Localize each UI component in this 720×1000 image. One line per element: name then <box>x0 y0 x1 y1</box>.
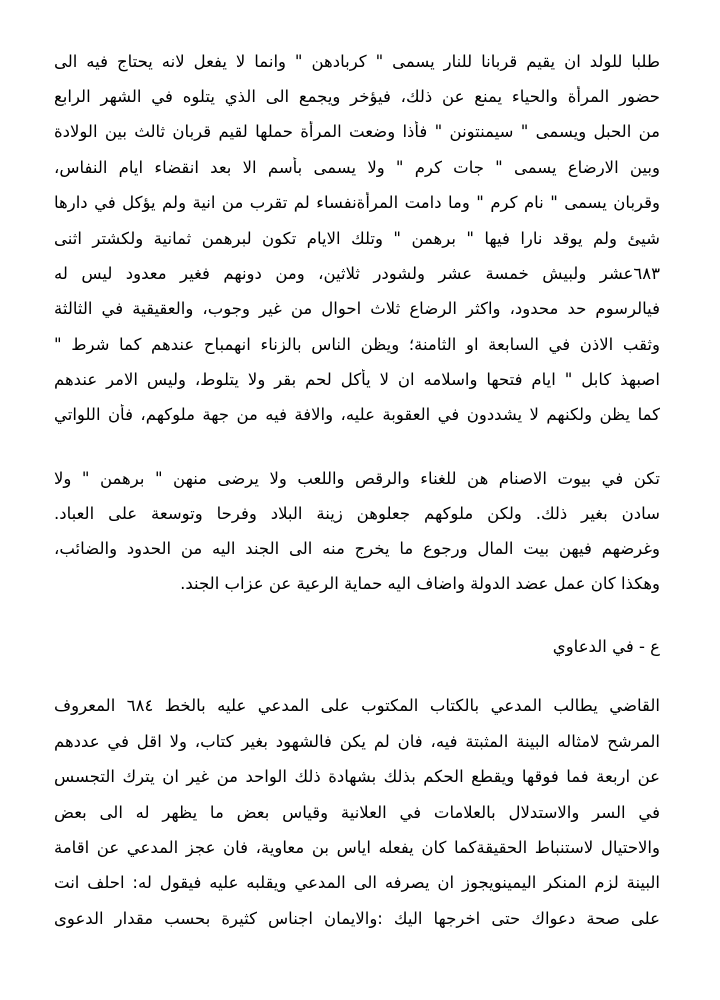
text-line: عن اربعة فما فوقها ويقطع الحكم بذلك بشهادة ذلك الواحد من غير ان يترك التجسس <box>54 767 660 786</box>
text-line: من الحبل ويسمى " سيمنتونن " فأذا وضعت المرأة حملها لقيم قربان ثالث بين الولادة <box>54 122 660 141</box>
text-line: وثقب الاذن في السابعة او الثامنة؛ ويظن الناس بالزناء انهمباح عندهم كما شرط " <box>54 335 660 354</box>
text-line: وغرضهم فيهن بيت المال ورجوع ما يخرج منه الى الجند اليه من الحدود والضائب، <box>54 539 660 558</box>
text-line: وبين الارضاع يسمى " جات كرم " ولا يسمى بأسم الا بعد انقضاء ايام النفاس، <box>54 158 660 177</box>
text-line: في السر والاستدلال بالعلامات في العلانية وقياس بعض ما يظهر له الى بعض <box>54 803 660 822</box>
section-heading: ع - في الدعاوي <box>552 637 660 656</box>
text-line: وقربان يسمى " نام كرم " وما دامت المرأةنفساء لم تقرب من انية ولم يؤكل في دارها <box>54 193 660 212</box>
text-line: طلبا للولد ان يقيم قربانا للنار يسمى " كربادهن " وانما لا يفعل لانه يحتاج فيه الى <box>54 52 660 71</box>
text-line: سادن بغير ذلك. ولكن ملوكهم جعلوهن زينة البلاد وفرحا وتوسعة على العباد. <box>54 504 660 523</box>
text-line: والاحتيال لاستنباط الحقيقةكما كان يفعله اياس بن معاوية، فان عجز المدعي عن اقامة <box>54 838 660 857</box>
text-line: شيئ ولم يوقد نارا فيها " برهمن " وتلك الايام تكون لبرهمن ثمانية ولكشتر اثنى <box>54 229 660 248</box>
text-line: القاضي يطالب المدعي بالكتاب المكتوب على المدعي عليه بالخط ٦٨٤ المعروف <box>54 696 660 715</box>
text-line: اصبهذ كابل " ايام فتحها واسلامه ان لا يأكل لحم بقر ولا يتلوط، وليس الامر عندهم <box>54 370 660 389</box>
text-line: كما يظن ولكنهم لا يشددون في العقوبة عليه، والافة فيه من جهة ملوكهم، فأن اللواتي <box>54 405 660 424</box>
text-line: على صحة دعواك حتى اخرجها اليك :والايمان اجناس كثيرة بحسب مقدار الدعوى <box>54 909 660 928</box>
text-line: المرشح لامثاله البينة المثبتة فيه، فان لم يكن فالشهود بغير كتاب، ولا اقل في عددهم <box>54 732 660 751</box>
text-line: حضور المرأة والحياء يمنع عن ذلك، فيؤخر ويجمع الى الذي يتلوه في الشهر الرابع <box>54 87 660 106</box>
text-line: فيالرسوم حد محدود، واكثر الرضاع ثلاث احوال من غير وجوب، والعقيقية في الثالثة <box>54 299 660 318</box>
text-line: وهكذا كان عمل عضد الدولة واضاف اليه حماية الرعية عن عزاب الجند. <box>180 574 660 593</box>
text-line: البينة لزم المنكر اليمينويجوز ان يصرفه الى المدعي ويقلبه عليه فيقول له: احلف انت <box>54 873 660 892</box>
text-line: تكن في بيوت الاصنام هن للغناء والرقص واللعب ولا يرضى منهن " برهمن " ولا <box>54 469 660 488</box>
text-line: ٦٨٣عشر ولبيش خمسة عشر ولشودر ثلاثين، ومن دونهم فغير معدود ليس له <box>54 264 660 283</box>
